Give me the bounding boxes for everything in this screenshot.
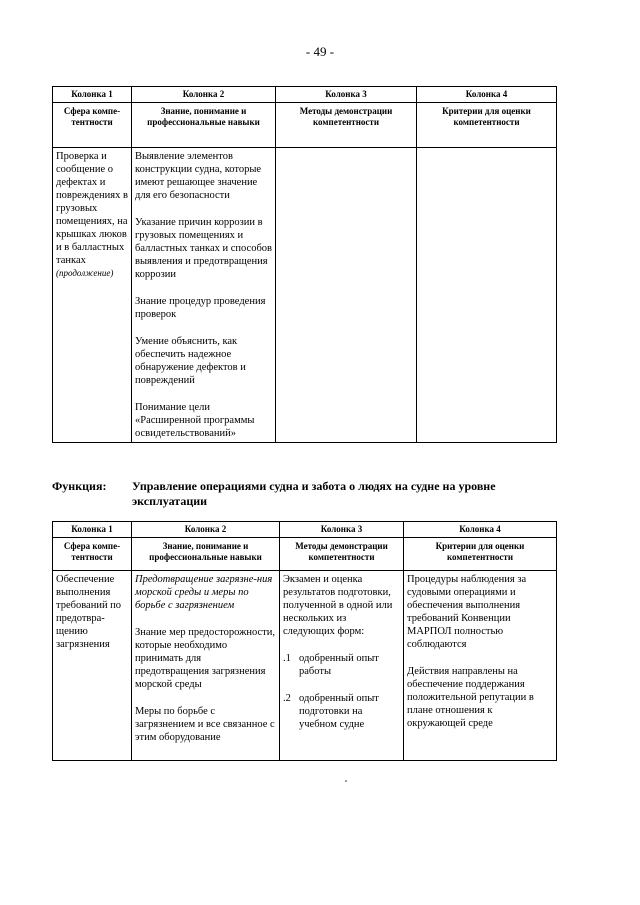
criteria-item: Действия направлены на обеспечение поддержания положительной репутации в плане отношения к окружающей среде: [407, 666, 534, 729]
column-header-1: Колонка 1: [53, 522, 132, 538]
subheader-methods: Методы демонстрации компетентности: [276, 103, 417, 148]
column-header-4: Колонка 4: [417, 87, 557, 103]
methods-item-number: .1: [283, 653, 291, 664]
competence-cell: [53, 571, 132, 761]
continuation-note: (продолжение): [56, 268, 114, 278]
competence-cell: [53, 148, 132, 443]
knowledge-item: Меры по борьбе с загрязнением и все связанное с этим оборудование: [135, 706, 275, 743]
subheader-criteria: Критерии для оценки компетентности: [417, 103, 557, 148]
knowledge-item: Умение объяснить, как обеспечить надежное обнаружение дефектов и повреждений: [135, 336, 246, 386]
subheader-knowledge: Знание, понимание и профессиональные навыки: [132, 538, 280, 571]
knowledge-item: Знание процедур проведения проверок: [135, 296, 266, 320]
page-number: - 49 -: [305, 44, 335, 59]
knowledge-item: Указание причин коррозии в грузовых помещениях и балластных танках и способов выявления и предотвращения коррозии: [135, 217, 273, 280]
subheader-knowledge: Знание, понимание и профессиональные навыки: [132, 103, 276, 148]
function-label: Функция:: [52, 479, 107, 493]
subheader-competence: Сфера компе-тентности: [53, 538, 132, 571]
methods-item: [283, 692, 400, 731]
knowledge-item: Знание мер предосторожности, которые необходимо принимать для предотвращения загрязнения морской среды: [135, 627, 275, 690]
column-header-2: Колонка 2: [132, 87, 276, 103]
knowledge-heading: Предотвращение загрязне-ния морской среды и меры по борьбе с загрязнением: [135, 574, 273, 611]
methods-item: [283, 652, 400, 678]
knowledge-item: Выявление элементов конструкции судна, которые имеют решающее значение для его безопасности: [135, 151, 262, 201]
methods-item-text: одобренный опыт подготовки на учебном судне: [299, 693, 379, 730]
methods-item-number: .2: [283, 693, 291, 704]
function-text: Управление операциями судна и забота о людях на судне на уровне эксплуатации: [132, 479, 496, 508]
knowledge-item: Понимание цели «Расширенной программы освидетельствований»: [135, 402, 255, 439]
methods-item-text: одобренный опыт работы: [299, 653, 379, 677]
competence-text: Проверка и сообщение о дефектах и повреждениях в грузовых помещениях, на крышках люков и в балластных танках: [56, 151, 128, 266]
column-header-3: Колонка 3: [276, 87, 417, 103]
methods-cell: [280, 571, 404, 761]
subheader-methods: Методы демонстрации компетентности: [280, 538, 404, 571]
competence-text: Обеспечение выполнения требований по предотвра-щению загрязнения: [56, 574, 122, 650]
function-heading: [52, 479, 562, 509]
subheader-criteria: Критерии для оценки компетентности: [404, 538, 557, 571]
criteria-cell: [417, 148, 557, 443]
column-header-2: Колонка 2: [132, 522, 280, 538]
column-header-1: Колонка 1: [53, 87, 132, 103]
knowledge-cell: [132, 571, 280, 761]
scan-speck: [345, 780, 347, 782]
competence-table-1: [52, 86, 557, 443]
criteria-item: Процедуры наблюдения за судовыми операциями и обеспечения выполнения требований Конвенции МАРПОЛ полностью соблюдаются: [407, 574, 527, 650]
methods-cell: [276, 148, 417, 443]
knowledge-cell: [132, 148, 276, 443]
column-header-3: Колонка 3: [280, 522, 404, 538]
competence-table-2: [52, 521, 557, 761]
criteria-cell: [404, 571, 557, 761]
subheader-competence: Сфера компе-тентности: [53, 103, 132, 148]
methods-intro: Экзамен и оценка результатов подготовки, полученной в одной или нескольких из следующих форм:: [283, 574, 393, 637]
column-header-4: Колонка 4: [404, 522, 557, 538]
